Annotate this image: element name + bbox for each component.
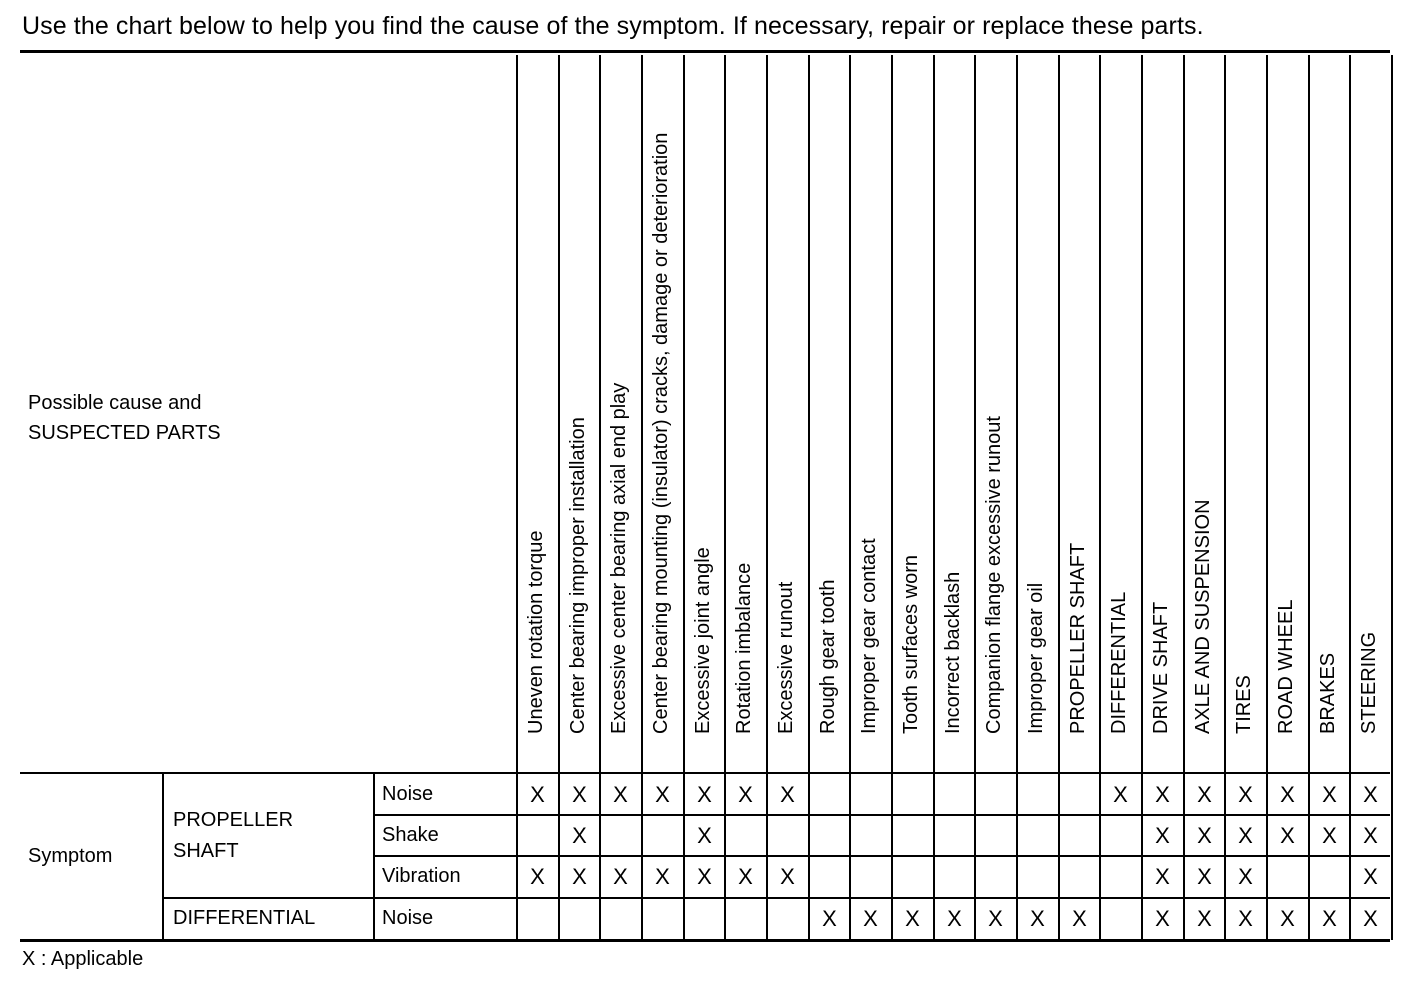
cause-column-header [849,538,893,762]
cause-column-divider [1391,55,1393,940]
applicable-mark: X [1238,823,1253,848]
applicable-mark: X [1155,906,1170,931]
applicable-mark: X [1280,782,1295,807]
applicable-mark: X [572,864,587,889]
cause-column-header [1349,631,1393,762]
applicable-mark: X [1072,906,1087,931]
cause-column-header [599,382,643,762]
applicable-mark: X [1363,864,1378,889]
applicable-mark: X [780,864,795,889]
cause-column-header [683,547,727,762]
applicable-mark: X [1197,782,1212,807]
applicable-mark: X [1197,864,1212,889]
column-divider [373,772,375,940]
applicable-mark: X [572,782,587,807]
cause-column-divider [808,55,810,940]
applicable-mark: X [1322,823,1337,848]
applicable-mark: X [1322,906,1337,931]
cause-column-label: Center bearing improper installation [567,417,589,734]
applicable-mark: X [1155,864,1170,889]
cause-column-label: DRIVE SHAFT [1150,601,1172,734]
header-label-line1: Possible cause and [28,392,202,414]
applicable-mark: X [1155,823,1170,848]
applicable-mark: X [1363,906,1378,931]
cause-column-divider [974,55,976,940]
cause-column-label: BRAKES [1317,652,1339,734]
applicable-mark: X [822,906,837,931]
legend: X : Applicable [22,948,144,970]
cause-column-divider [933,55,935,940]
cause-column-label: Tooth surfaces worn [900,555,922,734]
applicable-mark: X [530,864,545,889]
applicable-mark: X [905,906,920,931]
applicable-mark: X [780,782,795,807]
cause-column-label: Excessive runout [775,581,797,734]
cause-column-label: ROAD WHEEL [1275,599,1297,734]
cause-column-divider [1016,55,1018,940]
cause-column-header [808,579,852,762]
applicable-mark: X [1363,782,1378,807]
applicable-mark: X [697,782,712,807]
cause-column-header [766,581,810,762]
cause-column-header [1016,582,1060,762]
applicable-mark: X [863,906,878,931]
applicable-mark: X [1113,782,1128,807]
applicable-mark: X [988,906,1003,931]
bottom-rule [20,939,1390,942]
cause-column-header [558,417,602,762]
cause-column-label: AXLE AND SUSPENSION [1192,499,1214,734]
cause-column-header [1058,542,1102,762]
cause-column-label: Rough gear tooth [817,579,839,734]
row-symptom-label: Noise [382,783,434,805]
top-rule [20,50,1390,53]
applicable-mark: X [613,864,628,889]
group-differential: DIFFERENTIAL [173,907,316,929]
symptom-label: Symptom [28,845,113,867]
applicable-mark: X [1238,864,1253,889]
applicable-mark: X [1322,782,1337,807]
cause-column-header [1266,599,1310,762]
cause-column-label: Uneven rotation torque [525,530,547,734]
row-symptom-label: Noise [382,907,434,929]
cause-column-header [1308,652,1352,762]
applicable-mark: X [1155,782,1170,807]
cause-column-label: Companion flange excessive runout [983,416,1005,734]
cause-column-header [724,562,768,762]
cause-column-label: Rotation imbalance [733,562,755,734]
group-propeller-line2: SHAFT [173,840,239,862]
cause-column-label: Center bearing mounting (insulator) cracks, damage or deterioration [650,132,672,734]
applicable-mark: X [697,864,712,889]
cause-column-header [516,530,560,762]
intro-text: Use the chart below to help you find the cause of the symptom. If necessary, repair or replace these parts. [22,12,1204,40]
applicable-mark: X [572,823,587,848]
column-divider [162,772,164,940]
cause-column-header [933,571,977,762]
applicable-mark: X [530,782,545,807]
applicable-mark: X [655,782,670,807]
cause-column-label: Improper gear contact [858,538,880,734]
cause-column-divider [891,55,893,940]
cause-column-divider [1058,55,1060,940]
cause-column-label: PROPELLER SHAFT [1067,542,1089,734]
cause-column-label: STEERING [1358,631,1380,734]
row-symptom-label: Shake [382,824,439,846]
applicable-mark: X [1030,906,1045,931]
cause-column-header [1183,499,1227,762]
header-label-line2: SUSPECTED PARTS [28,422,221,444]
cause-column-label: TIRES [1233,675,1255,734]
applicable-mark: X [1197,823,1212,848]
applicable-mark: X [697,823,712,848]
cause-column-header [974,416,1018,762]
group-propeller-line1: PROPELLER [173,809,294,831]
cause-column-header [641,132,685,762]
applicable-mark: X [655,864,670,889]
applicable-mark: X [1280,906,1295,931]
cause-column-divider [849,55,851,940]
applicable-mark: X [1280,823,1295,848]
row-symptom-label: Vibration [382,865,461,887]
applicable-mark: X [1363,823,1378,848]
cause-column-label: Improper gear oil [1025,582,1047,734]
cause-column-label: DIFFERENTIAL [1108,591,1130,734]
applicable-mark: X [613,782,628,807]
cause-column-header [891,555,935,762]
cause-column-label: Excessive joint angle [692,547,714,734]
applicable-mark: X [738,864,753,889]
applicable-mark: X [1238,906,1253,931]
cause-column-header [1141,601,1185,762]
applicable-mark: X [1238,782,1253,807]
applicable-mark: X [947,906,962,931]
cause-column-header [1099,591,1143,762]
applicable-mark: X [1197,906,1212,931]
cause-column-label: Incorrect backlash [942,571,964,734]
cause-column-header [1224,675,1268,762]
applicable-mark: X [738,782,753,807]
cause-column-label: Excessive center bearing axial end play [608,382,630,734]
